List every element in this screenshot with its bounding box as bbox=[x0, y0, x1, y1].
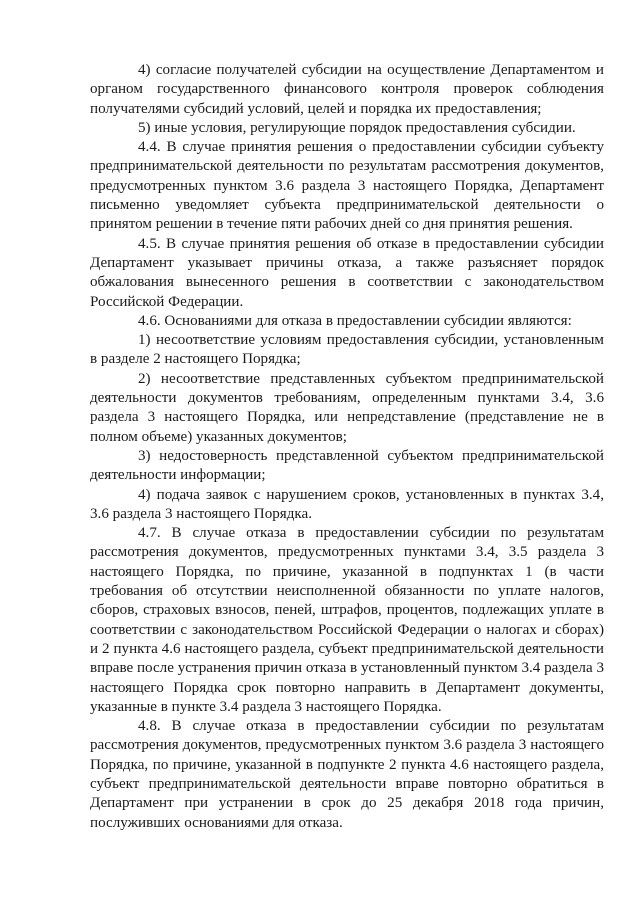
refusal-ground-3: 3) недостоверность представленной субъектом предпринимательской деятельности информации; bbox=[90, 447, 604, 484]
refusal-ground-4: 4) подача заявок с нарушением сроков, установленных в пунктах 3.4, 3.6 раздела 3 настоящего Порядка. bbox=[90, 486, 604, 522]
clause-4-6: 4.6. Основаниями для отказа в предоставлении субсидии являются: bbox=[138, 312, 572, 329]
clause-4-5: 4.5. В случае принятия решения об отказе в предоставлении субсидии Департамент указывает причины отказа, а также разъясняет порядок обжалования вынесенного решения в соответствии с законодательством Российской Федерации. bbox=[90, 235, 604, 310]
item-4-consent-control: 4) согласие получателей субсидии на осуществление Департаментом и органом государственного финансового контроля проверок соблюдения получателями субсидий условий, целей и порядка их предоставления; bbox=[90, 62, 604, 117]
refusal-ground-2: 2) несоответствие представленных субъектом предпринимательской деятельности документов требованиям, определенным пунктами 3.4, 3.6 раздела 3 настоящего Порядка, или непредставление (представление не в полном объеме) указанных документов; bbox=[90, 370, 604, 445]
clause-4-4: 4.4. В случае принятия решения о предоставлении субсидии субъекту предпринимательской деятельности по результатам рассмотрения документов, предусмотренных пунктом 3.6 раздела 3 настоящего Порядка, Департамент письменно уведомляет субъекта предпринимательской деятельности о принятом решении в течение пяти рабочих дней со дня принятия решения. bbox=[90, 139, 604, 233]
item-5-other-conditions: 5) иные условия, регулирующие порядок предоставления субсидии. bbox=[138, 119, 576, 136]
refusal-ground-1: 1) несоответствие условиям предоставления субсидии, установленным в разделе 2 настоящего Порядка; bbox=[90, 332, 604, 368]
document-page bbox=[90, 61, 604, 833]
clause-4-7: 4.7. В случае отказа в предоставлении субсидии по результатам рассмотрения документов, предусмотренных пунктами 3.4, 3.5 раздела 3 настоящего Порядка, по причине, указанной в подпунктах 1 (в части требования об отсутствии неисполненной обязанности по уплате налогов, сборов, страховых взносов, пеней, штрафов, процентов, подлежащих уплате в соответствии с законодательством Российской Федерации о налогах и сборах) и 2 пункта 4.6 настоящего раздела, субъект предпринимательской деятельности вправе после устранения причин отказа в установленный пунктом 3.4 раздела 3 настоящего Порядка срок повторно направить в Департамент документы, указанные в пункте 3.4 раздела 3 настоящего Порядка. bbox=[90, 525, 604, 715]
clause-4-8: 4.8. В случае отказа в предоставлении субсидии по результатам рассмотрения документов, предусмотренных пунктом 3.6 раздела 3 настоящего Порядка, по причине, указанной в подпункте 2 пункта 4.6 настоящего раздела, субъект предпринимательской деятельности вправе повторно обратиться в Департамент при устранении в срок до 25 декабря 2018 года причин, послуживших основаниями для отказа. bbox=[90, 718, 604, 831]
